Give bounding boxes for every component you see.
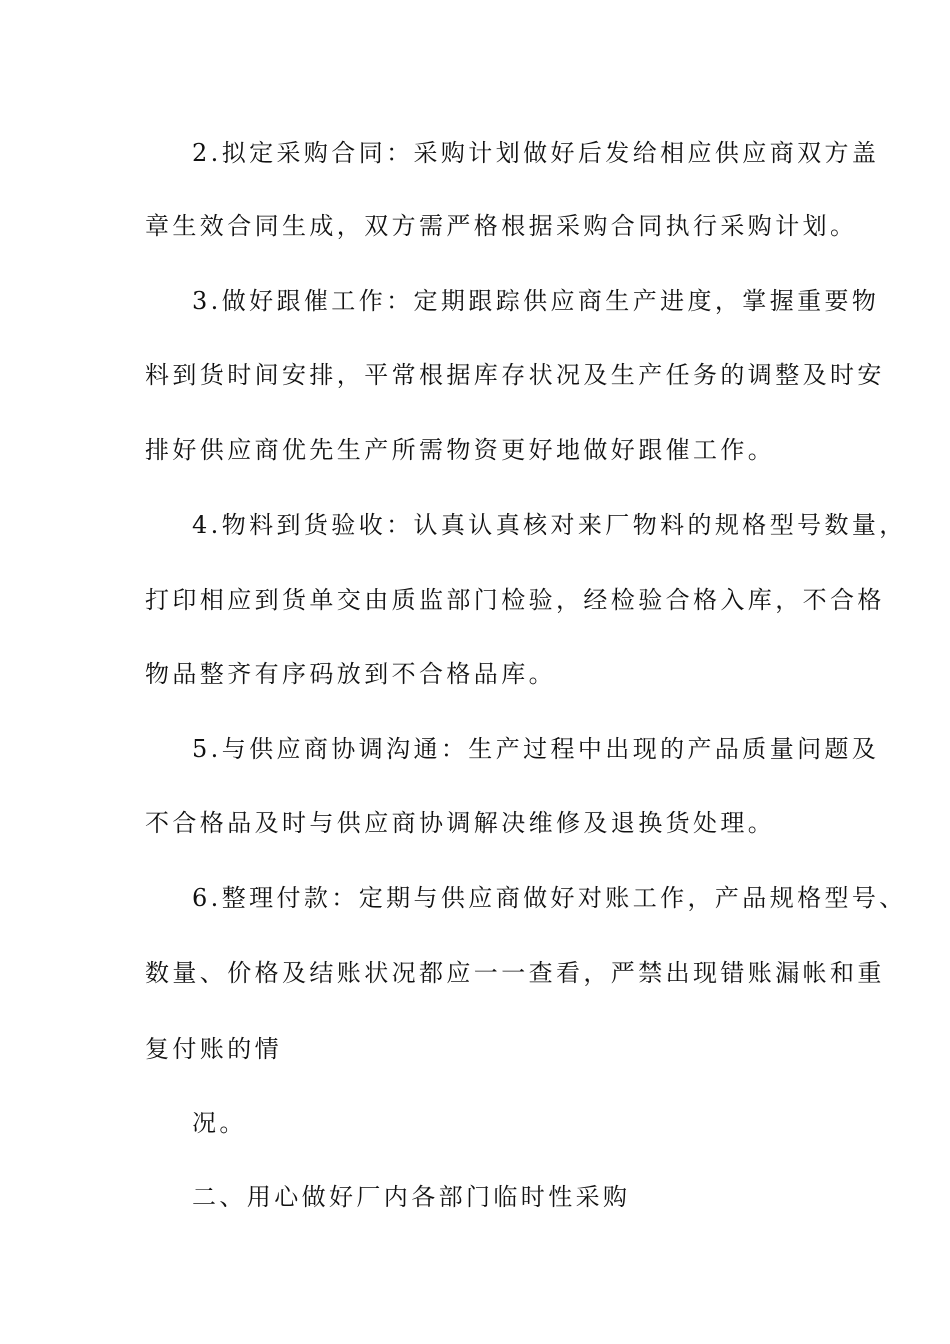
paragraph-line-item-3-middle: 料到货时间安排，平常根据库存状况及生产任务的调整及时安	[145, 361, 885, 389]
paragraph-line-item-4-end: 物品整齐有序码放到不合格品库。	[145, 660, 556, 688]
paragraph-line-item-3-start: 3.做好跟催工作：定期跟踪供应商生产进度，掌握重要物	[192, 287, 880, 315]
paragraph-line-item-6-start: 6.整理付款：定期与供应商做好对账工作，产品规格型号、	[192, 884, 907, 912]
paragraph-line-item-4-middle: 打印相应到货单交由质监部门检验，经检验合格入库，不合格	[145, 586, 885, 614]
paragraph-line-item-5-end: 不合格品及时与供应商协调解决维修及退换货处理。	[145, 809, 776, 837]
section-heading-two: 二、用心做好厂内各部门临时性采购	[192, 1183, 631, 1211]
paragraph-line-item-4-start: 4.物料到货验收：认真认真核对来厂物料的规格型号数量，	[192, 511, 907, 539]
paragraph-line-continuation: 况。	[192, 1109, 247, 1137]
paragraph-line-item-6-middle: 数量、价格及结账状况都应一一查看，严禁出现错账漏帐和重	[145, 959, 885, 987]
paragraph-line-item-3-end: 排好供应商优先生产所需物资更好地做好跟催工作。	[145, 436, 776, 464]
paragraph-line-item-5-start: 5.与供应商协调沟通：生产过程中出现的产品质量问题及	[192, 735, 880, 763]
paragraph-line-item-2-end: 章生效合同生成，双方需严格根据采购合同执行采购计划。	[145, 212, 858, 240]
paragraph-line-item-6-end: 复付账的情	[145, 1035, 282, 1063]
paragraph-line-item-2-start: 2.拟定采购合同：采购计划做好后发给相应供应商双方盖	[192, 139, 880, 167]
